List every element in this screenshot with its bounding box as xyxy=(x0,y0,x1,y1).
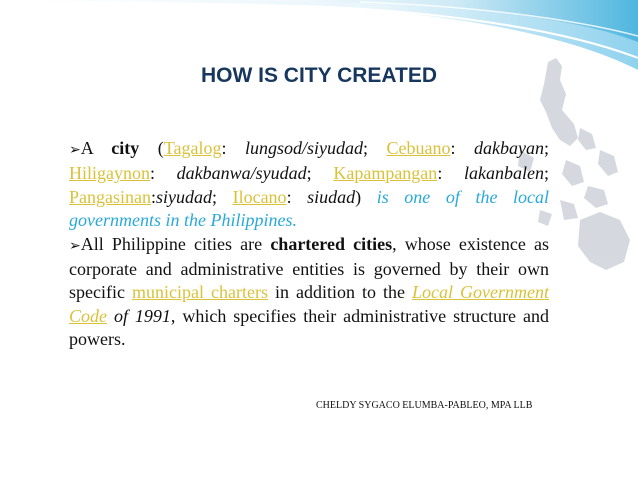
slide-title: HOW IS CITY CREATED xyxy=(200,64,438,87)
highlighted-definition: is one of the local governments in the Philippines. xyxy=(69,186,549,231)
term-city: city xyxy=(111,138,140,158)
link-pangasinan[interactable]: Pangasinan xyxy=(69,186,151,207)
link-hiligaynon[interactable]: Hiligaynon xyxy=(69,163,150,184)
link-kapampangan[interactable]: Kapampangan xyxy=(333,163,438,184)
link-ilocano[interactable]: Ilocano xyxy=(232,186,287,207)
author-credit: CHELDY SYGACO ELUMBA-PABLEO, MPA LLB xyxy=(316,400,533,411)
slide-body xyxy=(69,137,549,352)
bullet-paragraph-1: ➢A city (Tagalog: lungsod/siyudad; Cebuano: dakbayan; Hiligaynon: dakbanwa/syudad; Kapampangan: lakanbalen; Pangasinan:siyudad; Ilocano: siudad) is one of the local governments in the Philippines. xyxy=(69,138,549,231)
bullet-paragraph-2: ➢All Philippine cities are chartered cities, whose existence as corporate and administrative entities is governed by their own specific municipal charters in addition to the Local Government Code of 1991, which specifies their administrative structure and powers. xyxy=(69,233,550,350)
link-cebuano[interactable]: Cebuano xyxy=(386,138,451,158)
term-chartered-cities: chartered cities xyxy=(270,233,393,254)
link-tagalog[interactable]: Tagalog xyxy=(163,138,222,158)
bullet-arrow-icon: ➢ xyxy=(69,142,81,158)
link-municipal-charters[interactable]: municipal charters xyxy=(131,282,268,303)
bullet-arrow-icon: ➢ xyxy=(69,237,81,254)
link-local-government-code[interactable]: Local Government Code xyxy=(69,282,550,326)
